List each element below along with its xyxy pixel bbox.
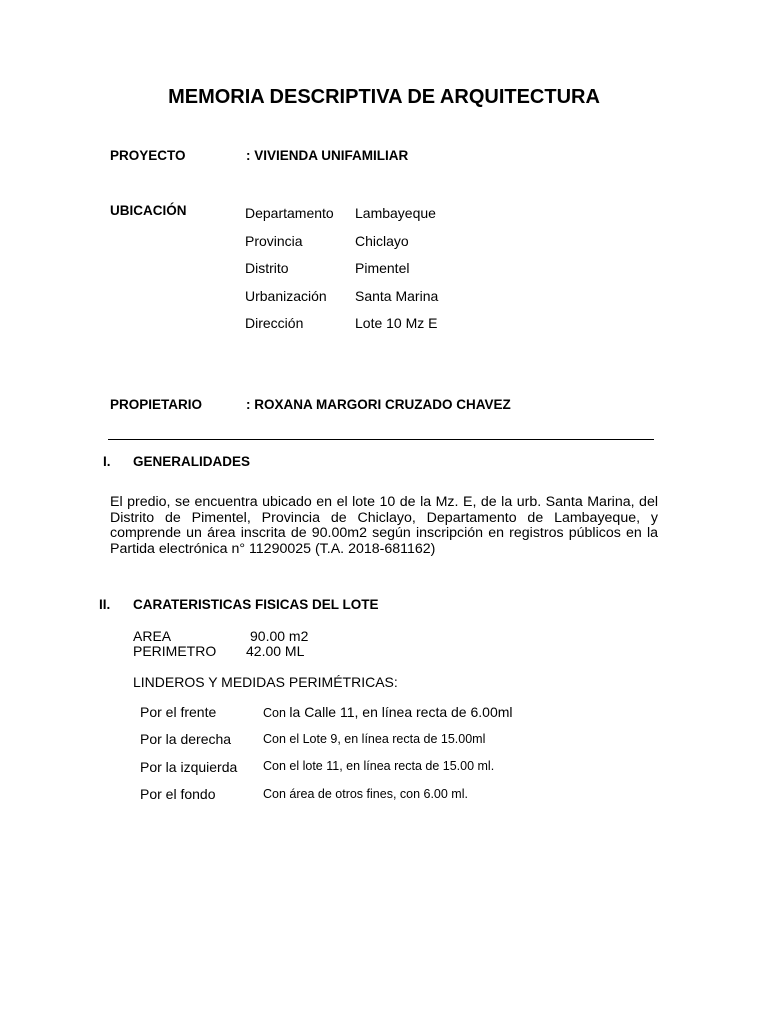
ubicacion-value: Pimentel — [355, 260, 410, 276]
ubicacion-key: Urbanización — [245, 288, 327, 304]
lindero-desc: Con área de otros fines, con 6.00 ml. — [263, 787, 468, 801]
ubicacion-key: Distrito — [245, 260, 289, 276]
document-title: MEMORIA DESCRIPTIVA DE ARQUITECTURA — [168, 86, 600, 108]
linderos-title: LINDEROS Y MEDIDAS PERIMÉTRICAS: — [133, 674, 398, 690]
section-number: I. — [103, 454, 111, 469]
propietario-label: PROPIETARIO — [110, 397, 203, 412]
lindero-side: Por la derecha — [140, 731, 232, 747]
lindero-desc-part: Con — [263, 706, 290, 720]
lindero-desc-part: la Calle 11, en línea recta de 6.00ml — [289, 704, 513, 720]
generalidades-paragraph: El predio, se encuentra ubicado en el lote 10 de la Mz. E, de la urb. Santa Marina, del Distrito de Pimentel, Provincia de Chiclayo, Departamento de Lambayeque, y comprende un área inscrita de 90.00m2 según inscripción en registros públicos en la Partida electrónica n° 11290025 (T.A. 2018-681162) — [110, 494, 658, 557]
lindero-side: Por la izquierda — [140, 759, 238, 775]
ubicacion-value: Lote 10 Mz E — [355, 315, 438, 331]
ubicacion-value: Santa Marina — [355, 288, 439, 304]
perimetro-label: PERIMETRO — [133, 643, 217, 659]
area-value: 90.00 m2 — [250, 628, 309, 644]
section-title: GENERALIDADES — [133, 454, 251, 469]
ubicacion-value: Chiclayo — [355, 233, 409, 249]
separator-line — [108, 439, 654, 440]
ubicacion-key: Dirección — [245, 315, 304, 331]
section-title: CARATERISTICAS FISICAS DEL LOTE — [133, 597, 379, 612]
perimetro-value: 42.00 ML — [246, 643, 305, 659]
propietario-value: : ROXANA MARGORI CRUZADO CHAVEZ — [246, 397, 511, 412]
proyecto-label: PROYECTO — [110, 148, 186, 163]
ubicacion-key: Departamento — [245, 205, 334, 221]
lindero-side: Por el fondo — [140, 786, 216, 802]
section-number: II. — [99, 597, 111, 612]
ubicacion-key: Provincia — [245, 233, 303, 249]
area-label: AREA — [133, 628, 172, 644]
lindero-side: Por el frente — [140, 704, 217, 720]
lindero-desc: Con el lote 11, en línea recta de 15.00 ml. — [263, 759, 495, 773]
ubicacion-label: UBICACIÓN — [110, 203, 187, 218]
ubicacion-value: Lambayeque — [355, 205, 436, 221]
proyecto-value: : VIVIENDA UNIFAMILIAR — [246, 148, 409, 163]
lindero-desc — [263, 704, 513, 722]
lindero-desc: Con el Lote 9, en línea recta de 15.00ml — [263, 732, 486, 746]
